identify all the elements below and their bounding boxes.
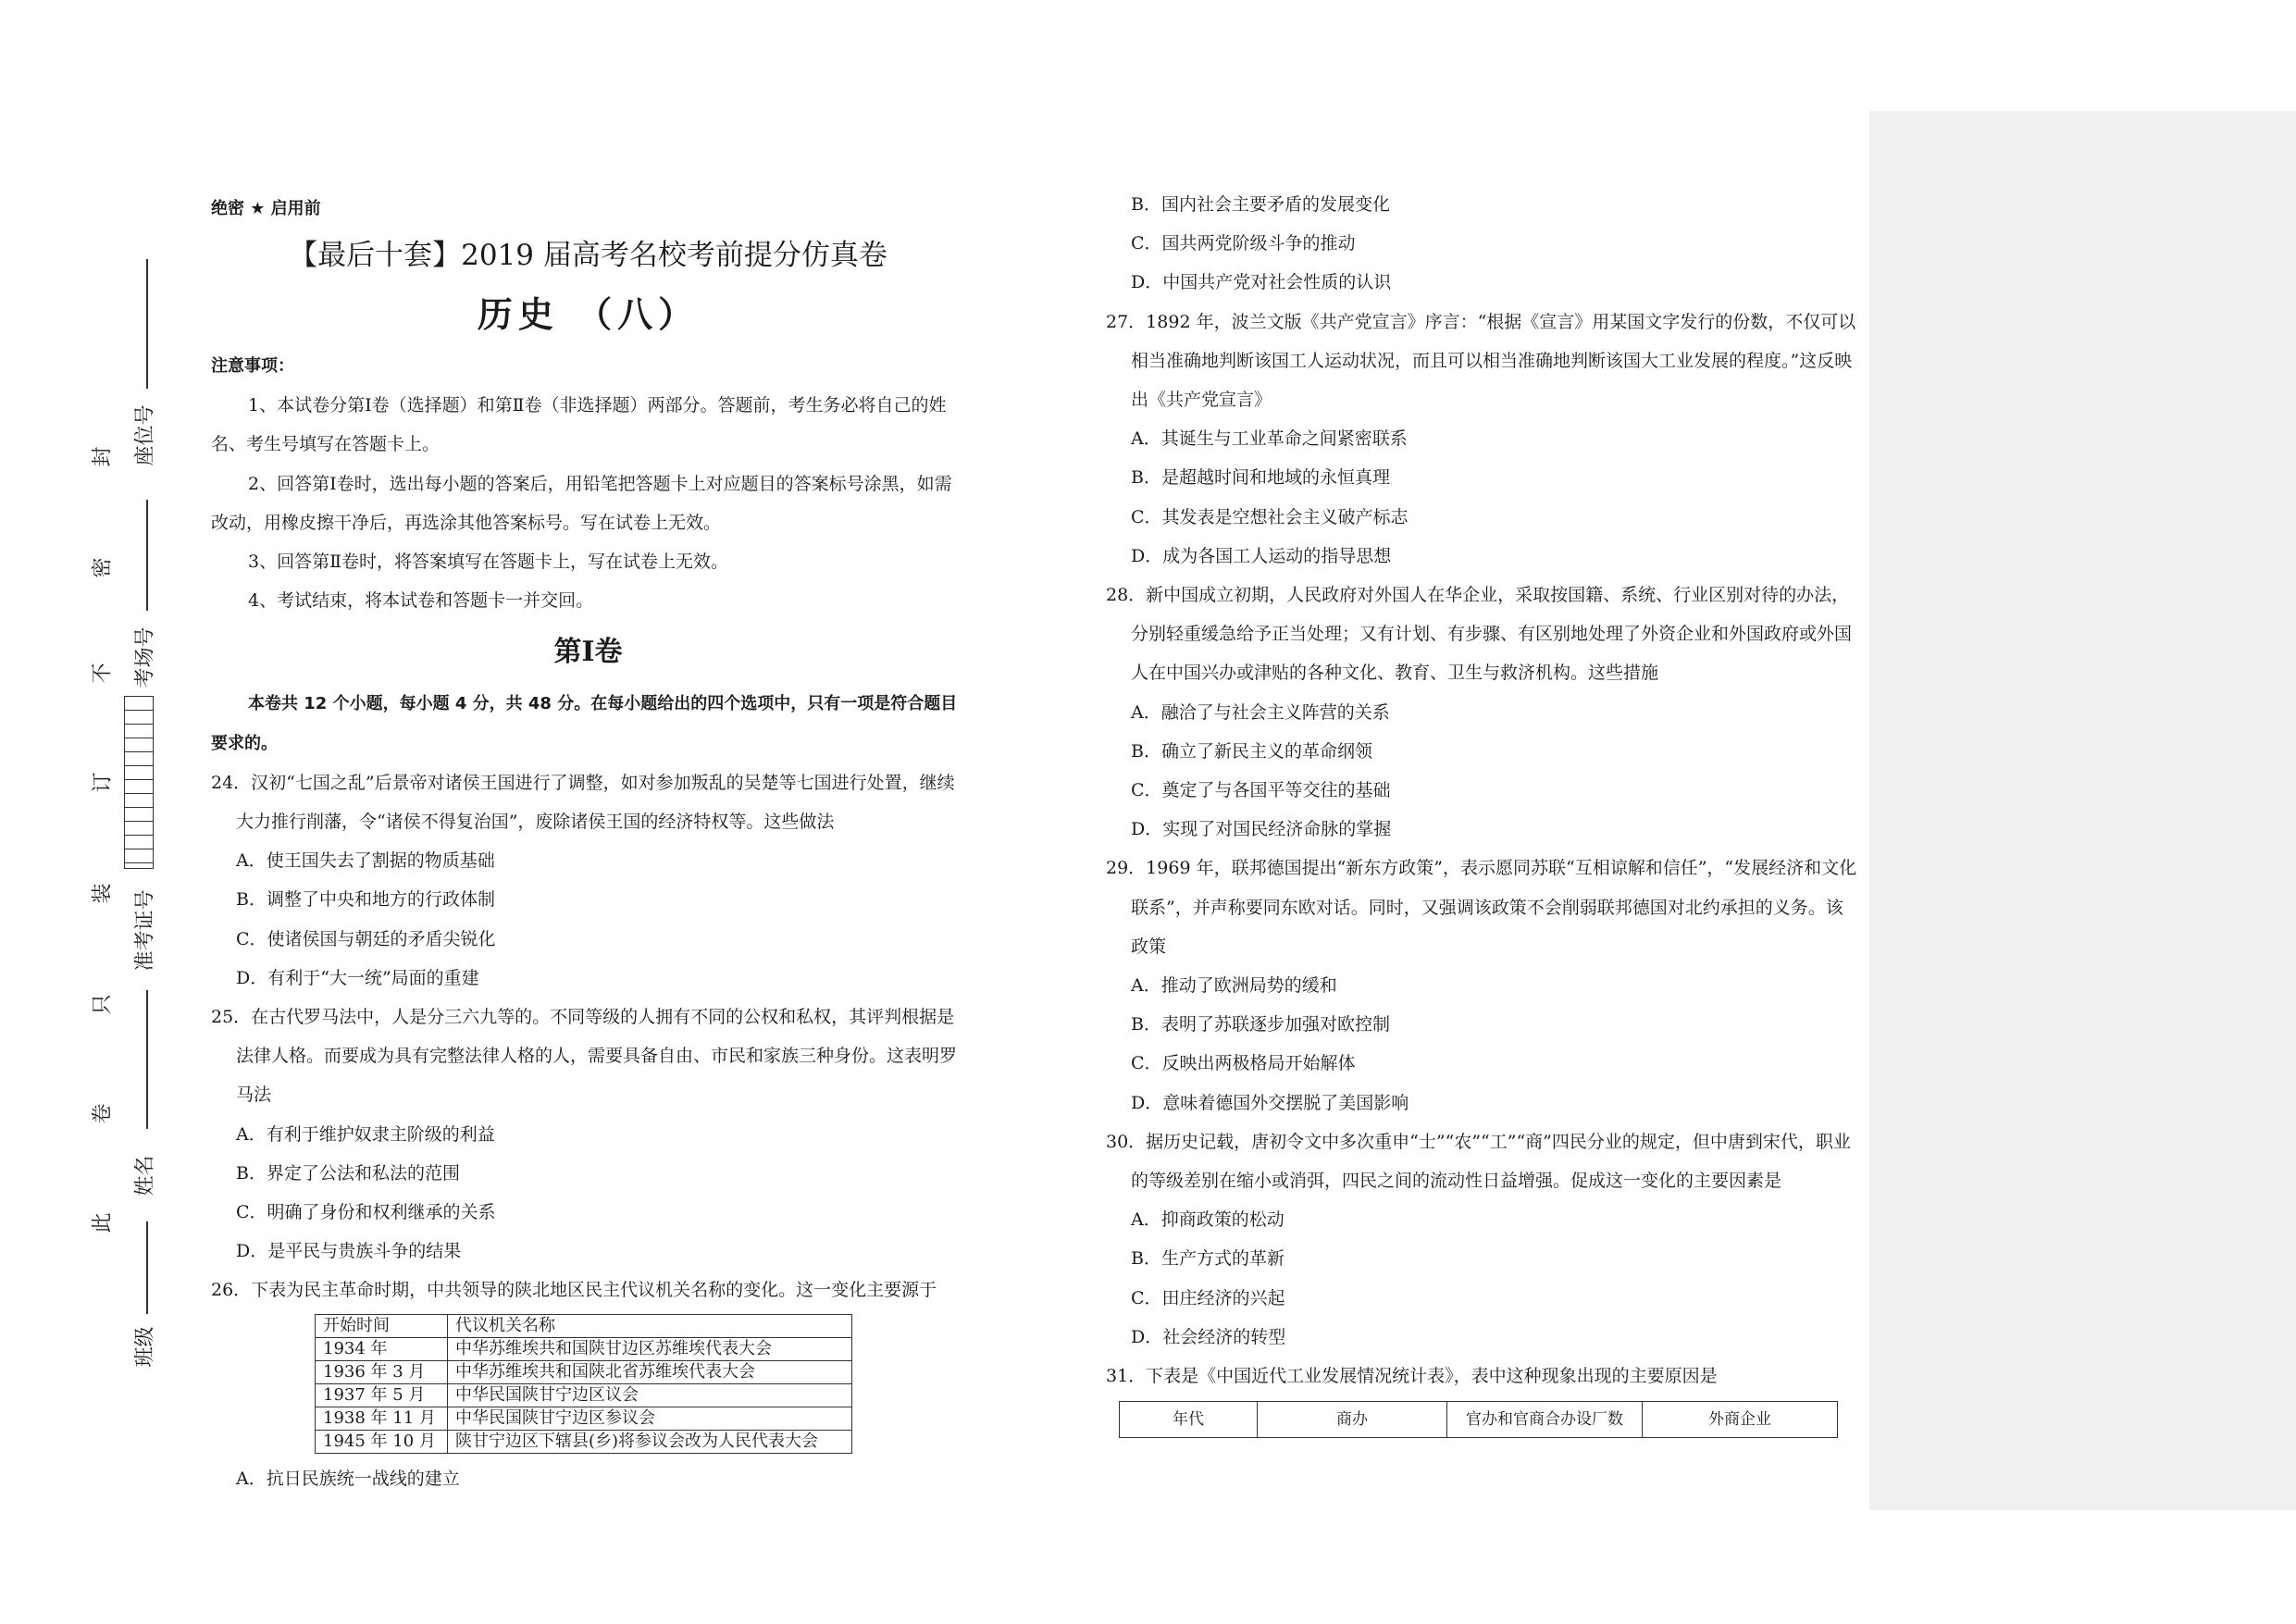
option: D．实现了对国民经济命脉的掌握 [1131,819,1392,840]
notice-item: 4、考试结束，将本试卷和答题卡一并交回。 [248,590,594,612]
table-cell: 中华苏维埃共和国陕甘边区苏维埃代表大会 [448,1337,852,1360]
option: D．成为各国工人运动的指导思想 [1131,545,1392,566]
option: D．意味着德国外交摆脱了美国影响 [1131,1092,1409,1113]
question-28 [1106,576,1860,849]
option: A．融洽了与社会主义阵营的关系 [1131,701,1390,723]
option: A．抗日民族统一战线的建立 [236,1468,460,1489]
seal-char: 装 [91,883,115,904]
notice-heading: 注意事项： [211,356,294,376]
table-row [316,1430,852,1453]
option: B．调整了中央和地方的行政体制 [236,889,495,911]
question-25 [211,998,965,1271]
section-title: 第Ⅰ卷 [553,636,623,669]
table-cell: 1938 年 11 月 [316,1407,448,1430]
option: A．抑商政策的松动 [1131,1209,1285,1231]
binding-margin [0,0,185,1624]
question-stem: 30．据历史记载，唐初令文中多次重申“士”“农”“工”“商”四民分业的规定，但中唐到宋代，职业的等级差别在缩小或消弭，四民之间的流动性日益增强。促成这一变化的主要因素是 [1106,1131,1851,1192]
question-29 [1106,849,1860,1122]
option: B．是超越时间和地域的永恒真理 [1131,467,1390,489]
option: D．有利于“大一统”局面的重建 [236,967,479,988]
right-column [1106,185,1860,1438]
industry-statistics-table [1119,1401,1838,1438]
notice-item: 3、回答第Ⅱ卷时，将答案填写在答题卡上，写在试卷上无效。 [248,552,729,573]
option: B．国内社会主要矛盾的发展变化 [1131,194,1390,215]
table-cell: 1937 年 5 月 [316,1383,448,1407]
option: C．奠定了与各国平等交往的基础 [1131,780,1391,801]
assembly-names-table [315,1314,852,1454]
option: C．使诸侯国与朝廷的矛盾尖锐化 [236,928,496,949]
table-header-cell: 商办 [1258,1402,1447,1438]
question-stem: 28．新中国成立初期，人民政府对外国人在华企业，采取按国籍、系统、行业区别对待的办法，分别轻重缓急给予正当处理；又有计划、有步骤、有区别地处理了外资企业和外国政府或外国人在中国兴办或津贴的各种文化、教育、卫生与救济机构。这些措施 [1106,585,1853,684]
notice-item: 2、回答第Ⅰ卷时，选出每小题的答案后，用铅笔把答题卡上对应题目的答案标号涂黑，如需改动，用橡皮擦干净后，再选涂其他答案标号。写在试卷上无效。 [211,473,952,533]
table-header-cell: 年代 [1120,1402,1258,1438]
question-31 [1106,1357,1860,1438]
fill-line [146,990,148,1129]
exam-title: 【最后十套】2019 届高考名校考前提分仿真卷 [289,239,887,272]
question-26 [211,1271,965,1497]
notice-item: 1、本试卷分第Ⅰ卷（选择题）和第Ⅱ卷（非选择题）两部分。答题前，考生务必将自己的姓名、考生号填写在答题卡上。 [211,395,947,455]
option: B．生产方式的革新 [1131,1248,1285,1270]
table-cell: 中华民国陕甘宁边区议会 [448,1383,852,1407]
option: D．中国共产党对社会性质的认识 [1131,272,1392,293]
admission-number-boxes[interactable] [124,696,154,869]
option: B．表明了苏联逐步加强对欧控制 [1131,1014,1390,1035]
question-30 [1106,1122,1860,1357]
subject-title: 历史 （八） [477,293,700,335]
table-header-row [1120,1402,1838,1438]
question-stem: 31．下表是《中国近代工业发展情况统计表》，表中这种现象出现的主要原因是 [1106,1366,1718,1387]
table-cell: 1945 年 10 月 [316,1430,448,1453]
option: C．反映出两极格局开始解体 [1131,1053,1356,1074]
table-cell: 陕甘宁边区下辖县(乡)将参议会改为人民代表大会 [448,1430,852,1453]
seal-char: 此 [91,1212,115,1233]
seal-char: 不 [91,663,115,684]
exam-room-label: 考场号 [133,626,157,688]
question-stem: 26．下表为民主革命时期，中共领导的陕北地区民主代议机关名称的变化。这一变化主要源于 [211,1280,937,1301]
option: C．其发表是空想社会主义破产标志 [1131,506,1409,527]
question-stem: 25．在古代罗马法中，人是分三六九等的。不同等级的人拥有不同的公权和私权，其评判根据是法律人格。而要成为具有完整法律人格的人，需要具备自由、市民和家族三种身份。这表明罗马法 [211,1007,958,1106]
option: A．有利于维护奴隶主阶级的利益 [236,1123,495,1145]
seal-char: 密 [91,557,115,578]
seal-char: 订 [91,772,115,793]
class-label: 班级 [133,1326,157,1368]
table-row [316,1383,852,1407]
table-header-cell: 官办和官商合办设厂数 [1447,1402,1643,1438]
seal-char: 只 [91,994,115,1015]
question-stem: 27．1892 年，波兰文版《共产党宣言》序言：“根据《宣言》用某国文字发行的份数，不仅可以相当准确地判断该国工人运动状况，而且可以相当准确地判断该国大工业发展的程度。”这反映出《共产党宣言》 [1106,311,1856,411]
question-stem: 24．汉初“七国之乱”后景帝对诸侯王国进行了调整，如对参加叛乱的吴楚等七国进行处置，继续大力推行削藩，令“诸侯不得复治国”，废除诸侯王国的经济特权等。这些做法 [211,772,955,833]
table-cell: 中华苏维埃共和国陕北省苏维埃代表大会 [448,1360,852,1383]
left-column [211,190,965,1498]
option: D．是平民与贵族斗争的结果 [236,1241,462,1262]
table-header-row [316,1314,852,1337]
confidential-mark: 绝密 ★ 启用前 [211,199,321,218]
option: C．田庄经济的兴起 [1131,1287,1285,1308]
name-label: 姓名 [133,1155,157,1196]
option: B．确立了新民主义的革命纲领 [1131,740,1372,762]
table-row [316,1407,852,1430]
admission-number-label: 准考证号 [133,889,157,972]
seal-char: 卷 [91,1103,115,1124]
option: B．界定了公法和私法的范围 [236,1162,460,1184]
table-header-cell: 外商企业 [1643,1402,1838,1438]
option: A．使王国失去了割据的物质基础 [236,850,495,872]
section-instruction: 本卷共 12 个小题，每小题 4 分，共 48 分。在每小题给出的四个选项中，只有一项是符合题目要求的。 [211,694,958,753]
seal-char: 封 [91,446,115,467]
table-cell: 中华民国陕甘宁边区参议会 [448,1407,852,1430]
question-stem: 29．1969 年，联邦德国提出“新东方政策”，表示愿同苏联“互相谅解和信任”，“发展经济和文化联系”，并声称要同东欧对话。同时，又强调该政策不会削弱联邦德国对北约承担的义务。该政策 [1106,858,1857,957]
right-gray-panel [1869,111,2296,1510]
option: A．推动了欧洲局势的缓和 [1131,975,1337,997]
table-header-cell: 开始时间 [316,1314,448,1337]
seat-number-label: 座位号 [133,404,157,466]
question-24 [211,763,965,998]
fill-line [146,259,148,389]
fill-line [146,500,148,611]
option: C．国共两党阶级斗争的推动 [1131,233,1356,254]
table-cell: 1936 年 3 月 [316,1360,448,1383]
option: C．明确了身份和权利继承的关系 [236,1202,496,1223]
table-row [316,1337,852,1360]
option: D．社会经济的转型 [1131,1326,1286,1347]
table-header-cell: 代议机关名称 [448,1314,852,1337]
question-27 [1106,303,1860,576]
table-row [316,1360,852,1383]
table-cell: 1934 年 [316,1337,448,1360]
option: A．其诞生与工业革命之间紧密联系 [1131,428,1408,450]
